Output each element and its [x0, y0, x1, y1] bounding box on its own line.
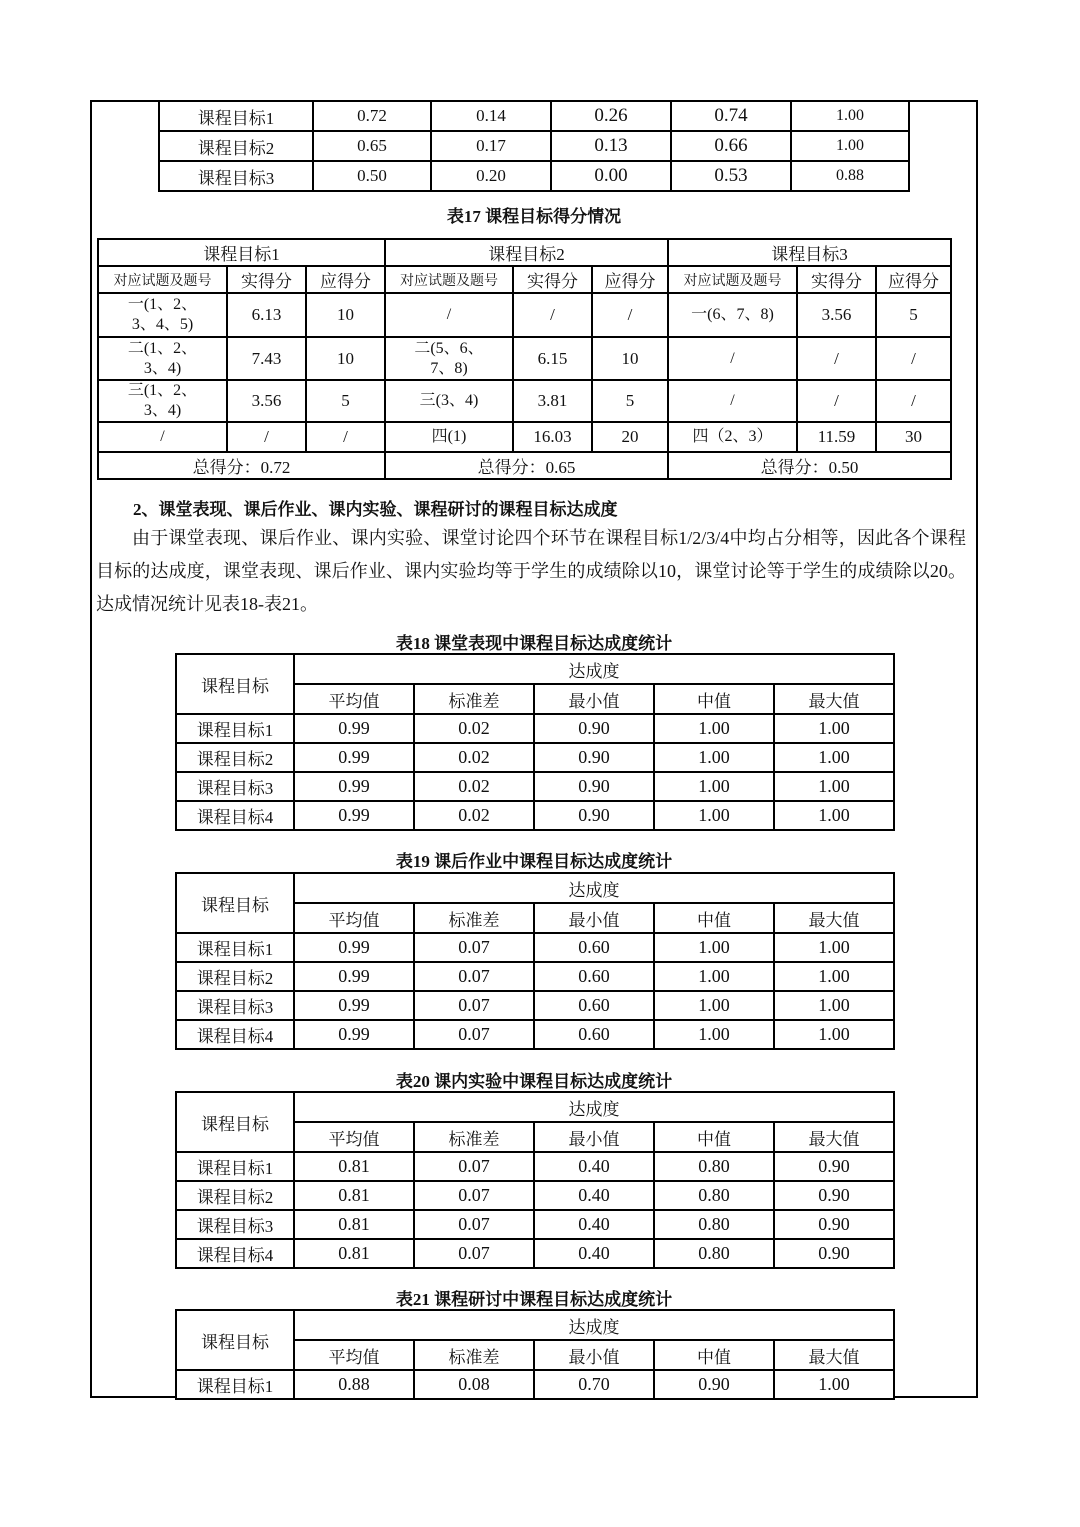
- stat-corner-cell: 课程目标: [176, 1092, 294, 1152]
- value-cell: 0.07: [414, 1210, 534, 1239]
- value-cell: 0.88: [294, 1370, 414, 1399]
- earned-score-cell: 3.56: [797, 293, 876, 337]
- question-cell: [385, 293, 513, 337]
- question-cell: [668, 422, 797, 452]
- question-cell: [98, 422, 227, 452]
- table-row: [176, 933, 894, 962]
- earned-score-cell: 7.43: [227, 337, 306, 380]
- question-line: /: [446, 306, 452, 323]
- stat-span-cell: 达成度: [294, 1092, 894, 1122]
- value-cell: 1.00: [654, 962, 774, 991]
- question-line: 三(3、4): [419, 392, 479, 409]
- value-cell: 0.07: [414, 991, 534, 1020]
- table-row: [176, 991, 894, 1020]
- question-cell: [668, 380, 797, 422]
- group-header-cell: 课程目标3: [668, 239, 951, 266]
- stat-col-header: 最大值: [774, 1340, 894, 1370]
- table-row: [159, 161, 909, 191]
- table20-lab-work: [175, 1091, 895, 1269]
- earned-score-cell: 11.59: [797, 422, 876, 452]
- possible-score-cell: 20: [592, 422, 668, 452]
- table19-homework: [175, 872, 895, 1050]
- stat-span-cell: 达成度: [294, 654, 894, 684]
- question-line: 一(1、2、: [127, 296, 198, 313]
- value-cell: 0.99: [294, 962, 414, 991]
- row-label-cell: 课程目标1: [176, 933, 294, 962]
- earned-score-cell: 6.13: [227, 293, 306, 337]
- value-cell: 0.80: [654, 1239, 774, 1268]
- table-row: [98, 380, 951, 422]
- question-line: 3、4): [143, 402, 182, 419]
- value-cell: 1.00: [774, 991, 894, 1020]
- table-row: [176, 801, 894, 830]
- table17-score-table: [97, 238, 952, 480]
- question-cell: [98, 380, 227, 422]
- stat-col-header: 标准差: [414, 903, 534, 933]
- stat-col-header: 平均值: [294, 903, 414, 933]
- sub-header-cell: 实得分: [227, 266, 306, 293]
- value-cell: 0.07: [414, 1239, 534, 1268]
- sub-header-cell: 对应试题及题号: [668, 266, 797, 293]
- sub-header-cell: 应得分: [592, 266, 668, 293]
- stat-col-header: 最大值: [774, 1122, 894, 1152]
- row-label-cell: 课程目标1: [176, 1152, 294, 1181]
- question-cell: [98, 337, 227, 380]
- value-cell: 0.60: [534, 933, 654, 962]
- value-cell: 0.90: [534, 801, 654, 830]
- total-score-cell: 总得分：0.65: [385, 452, 668, 479]
- value-cell: 0.07: [414, 1020, 534, 1049]
- table-row: [176, 714, 894, 743]
- stat-span-cell: 达成度: [294, 873, 894, 903]
- value-cell: 0.07: [414, 962, 534, 991]
- stat-col-header: 中值: [654, 1340, 774, 1370]
- possible-score-cell: 10: [306, 293, 385, 337]
- group-header-row: [98, 239, 951, 266]
- stat-col-header: 标准差: [414, 1340, 534, 1370]
- possible-score-cell: 5: [306, 380, 385, 422]
- value-cell: 0.65: [313, 131, 431, 161]
- row-label-cell: 课程目标4: [176, 801, 294, 830]
- question-line: 三(1、2、: [127, 382, 198, 399]
- stat-span-cell: 达成度: [294, 1310, 894, 1340]
- row-label-cell: 课程目标1: [176, 1370, 294, 1399]
- table-row: [176, 1370, 894, 1399]
- value-cell: 0.99: [294, 714, 414, 743]
- value-cell: 0.07: [414, 933, 534, 962]
- possible-score-cell: /: [592, 293, 668, 337]
- row-label-cell: 课程目标2: [159, 131, 313, 161]
- value-cell: 0.40: [534, 1181, 654, 1210]
- question-line: /: [730, 349, 735, 367]
- value-cell: 0.72: [313, 101, 431, 131]
- question-line: 二(5、6、: [414, 339, 484, 357]
- value-cell: 1.00: [654, 991, 774, 1020]
- earned-score-cell: /: [513, 293, 592, 337]
- table17-caption: 表17 课程目标得分情况: [446, 207, 622, 226]
- value-cell: 1.00: [774, 933, 894, 962]
- stat-corner-cell: 课程目标: [176, 873, 294, 933]
- earned-score-cell: /: [797, 337, 876, 380]
- earned-score-cell: 3.56: [227, 380, 306, 422]
- value-cell: 1.00: [774, 1370, 894, 1399]
- value-cell: 0.90: [654, 1370, 774, 1399]
- value-cell: 0.81: [294, 1210, 414, 1239]
- value-cell: 0.74: [671, 101, 791, 131]
- question-line: 二(1、2、: [127, 339, 198, 357]
- question-cell: [668, 337, 797, 380]
- value-cell: 1.00: [774, 1020, 894, 1049]
- value-cell: 0.60: [534, 962, 654, 991]
- value-cell: 0.99: [294, 1020, 414, 1049]
- value-cell: 0.99: [294, 772, 414, 801]
- stat-header-row: [176, 1310, 894, 1340]
- section-paragraph: 由于课堂表现、课后作业、课内实验、课堂讨论四个环节在课程目标1/2/3/4中均占分相等，因此各个课程目标的达成度，课堂表现、课后作业、课内实验均等于学生的成绩除以10，课堂讨论等于学生的成绩除以20。达成情况统计见表18-表21。: [96, 528, 966, 614]
- row-label-cell: 课程目标1: [176, 714, 294, 743]
- value-cell: 1.00: [774, 714, 894, 743]
- value-cell: 0.26: [551, 101, 671, 131]
- group-header-cell: 课程目标1: [98, 239, 385, 266]
- table-row: [176, 1152, 894, 1181]
- question-cell: [385, 422, 513, 452]
- table-row: [176, 743, 894, 772]
- stat-col-header: 平均值: [294, 1340, 414, 1370]
- stat-col-header: 最小值: [534, 684, 654, 714]
- earned-score-cell: 16.03: [513, 422, 592, 452]
- value-cell: 1.00: [654, 933, 774, 962]
- value-cell: 1.00: [654, 801, 774, 830]
- table-row: [159, 101, 909, 131]
- value-cell: 0.40: [534, 1239, 654, 1268]
- value-cell: 1.00: [654, 714, 774, 743]
- stat-col-header: 标准差: [414, 1122, 534, 1152]
- value-cell: 0.90: [774, 1210, 894, 1239]
- value-cell: 0.50: [313, 161, 431, 191]
- value-cell: 0.07: [414, 1181, 534, 1210]
- section-heading: 2、课堂表现、课后作业、课内实验、课程研讨的课程目标达成度: [133, 500, 618, 519]
- table-row: [98, 422, 951, 452]
- possible-score-cell: /: [876, 337, 951, 380]
- possible-score-cell: 5: [592, 380, 668, 422]
- value-cell: 0.81: [294, 1181, 414, 1210]
- question-line: 7、8): [430, 359, 468, 377]
- row-label-cell: 课程目标2: [176, 962, 294, 991]
- value-cell: 0.20: [431, 161, 551, 191]
- table-row: [98, 293, 951, 337]
- stat-col-header: 平均值: [294, 684, 414, 714]
- row-label-cell: 课程目标3: [176, 1210, 294, 1239]
- table-row: [176, 962, 894, 991]
- earned-score-cell: /: [797, 380, 876, 422]
- possible-score-cell: /: [876, 380, 951, 422]
- value-cell: 0.00: [551, 161, 671, 191]
- stat-col-header: 平均值: [294, 1122, 414, 1152]
- value-cell: 0.02: [414, 772, 534, 801]
- row-label-cell: 课程目标3: [176, 772, 294, 801]
- sub-header-row: [98, 266, 951, 293]
- value-cell: 0.80: [654, 1210, 774, 1239]
- stat-col-header: 最小值: [534, 1340, 654, 1370]
- table-row: [176, 1239, 894, 1268]
- value-cell: 0.60: [534, 991, 654, 1020]
- stat-col-header: 最小值: [534, 1122, 654, 1152]
- question-line: 四（2、3）: [692, 428, 773, 445]
- top-partial-table: [158, 100, 910, 192]
- row-label-cell: 课程目标4: [176, 1239, 294, 1268]
- value-cell: 0.08: [414, 1370, 534, 1399]
- stat-col-header: 最小值: [534, 903, 654, 933]
- stat-col-header: 中值: [654, 1122, 774, 1152]
- value-cell: 0.99: [294, 743, 414, 772]
- value-cell: 0.53: [671, 161, 791, 191]
- value-cell: 0.07: [414, 1152, 534, 1181]
- stat-col-header: 最大值: [774, 684, 894, 714]
- value-cell: 0.02: [414, 801, 534, 830]
- value-cell: 1.00: [774, 801, 894, 830]
- stat-header-row: [176, 654, 894, 684]
- earned-score-cell: 6.15: [513, 337, 592, 380]
- stat-corner-cell: 课程目标: [176, 1310, 294, 1370]
- table-row: [98, 337, 951, 380]
- value-cell: 0.99: [294, 933, 414, 962]
- value-cell: 0.90: [534, 743, 654, 772]
- question-cell: [98, 293, 227, 337]
- value-cell: 0.88: [791, 161, 909, 191]
- stat-col-header: 中值: [654, 903, 774, 933]
- table21-course-discussion: [175, 1309, 895, 1400]
- value-cell: 0.60: [534, 1020, 654, 1049]
- value-cell: 0.13: [551, 131, 671, 161]
- sub-header-cell: 实得分: [797, 266, 876, 293]
- sub-header-cell: 对应试题及题号: [98, 266, 227, 293]
- stat-header-row: [176, 873, 894, 903]
- value-cell: 1.00: [774, 772, 894, 801]
- table-row: [159, 131, 909, 161]
- possible-score-cell: 10: [306, 337, 385, 380]
- table-row: [176, 1181, 894, 1210]
- sub-header-cell: 对应试题及题号: [385, 266, 513, 293]
- value-cell: 0.80: [654, 1181, 774, 1210]
- question-line: /: [160, 428, 165, 445]
- possible-score-cell: 10: [592, 337, 668, 380]
- value-cell: 0.99: [294, 991, 414, 1020]
- value-cell: 1.00: [774, 962, 894, 991]
- possible-score-cell: 5: [876, 293, 951, 337]
- value-cell: 1.00: [654, 772, 774, 801]
- value-cell: 0.81: [294, 1239, 414, 1268]
- value-cell: 0.99: [294, 801, 414, 830]
- table-row: [176, 1020, 894, 1049]
- stat-col-header: 最大值: [774, 903, 894, 933]
- table-row: [176, 1210, 894, 1239]
- question-line: /: [730, 392, 735, 409]
- question-line: 一(6、7、8): [691, 306, 774, 323]
- stat-col-header: 中值: [654, 684, 774, 714]
- row-label-cell: 课程目标2: [176, 743, 294, 772]
- row-label-cell: 课程目标2: [176, 1181, 294, 1210]
- question-line: 四(1): [431, 428, 467, 445]
- row-label-cell: 课程目标3: [159, 161, 313, 191]
- totals-row: [98, 452, 951, 479]
- row-label-cell: 课程目标1: [159, 101, 313, 131]
- value-cell: 0.81: [294, 1152, 414, 1181]
- value-cell: 1.00: [791, 131, 909, 161]
- table21-caption: 表21 课程研讨中课程目标达成度统计: [395, 1290, 673, 1309]
- earned-score-cell: /: [227, 422, 306, 452]
- value-cell: 0.40: [534, 1210, 654, 1239]
- value-cell: 0.90: [534, 714, 654, 743]
- value-cell: 0.40: [534, 1152, 654, 1181]
- stat-corner-cell: 课程目标: [176, 654, 294, 714]
- value-cell: 1.00: [774, 743, 894, 772]
- earned-score-cell: 3.81: [513, 380, 592, 422]
- value-cell: 0.02: [414, 743, 534, 772]
- value-cell: 0.14: [431, 101, 551, 131]
- value-cell: 0.90: [774, 1152, 894, 1181]
- possible-score-cell: /: [306, 422, 385, 452]
- value-cell: 0.80: [654, 1152, 774, 1181]
- sub-header-cell: 应得分: [306, 266, 385, 293]
- value-cell: 0.17: [431, 131, 551, 161]
- value-cell: 0.90: [534, 772, 654, 801]
- value-cell: 0.66: [671, 131, 791, 161]
- value-cell: 0.70: [534, 1370, 654, 1399]
- total-score-cell: 总得分：0.72: [98, 452, 385, 479]
- question-line: 3、4): [143, 359, 182, 377]
- row-label-cell: 课程目标4: [176, 1020, 294, 1049]
- question-cell: [385, 380, 513, 422]
- value-cell: 0.90: [774, 1181, 894, 1210]
- value-cell: 1.00: [654, 1020, 774, 1049]
- question-cell: [385, 337, 513, 380]
- question-cell: [668, 293, 797, 337]
- sub-header-cell: 应得分: [876, 266, 951, 293]
- sub-header-cell: 实得分: [513, 266, 592, 293]
- stat-header-row: [176, 1092, 894, 1122]
- question-line: 3、4、5): [131, 316, 194, 333]
- total-score-cell: 总得分：0.50: [668, 452, 951, 479]
- table18-classroom-performance: [175, 653, 895, 831]
- value-cell: 0.90: [774, 1239, 894, 1268]
- group-header-cell: 课程目标2: [385, 239, 668, 266]
- value-cell: 1.00: [791, 101, 909, 131]
- value-cell: 0.02: [414, 714, 534, 743]
- table19-caption: 表19 课后作业中课程目标达成度统计: [395, 852, 673, 871]
- table-row: [176, 772, 894, 801]
- value-cell: 1.00: [654, 743, 774, 772]
- possible-score-cell: 30: [876, 422, 951, 452]
- table20-caption: 表20 课内实验中课程目标达成度统计: [395, 1072, 673, 1091]
- table18-caption: 表18 课堂表现中课程目标达成度统计: [395, 634, 673, 653]
- row-label-cell: 课程目标3: [176, 991, 294, 1020]
- stat-col-header: 标准差: [414, 684, 534, 714]
